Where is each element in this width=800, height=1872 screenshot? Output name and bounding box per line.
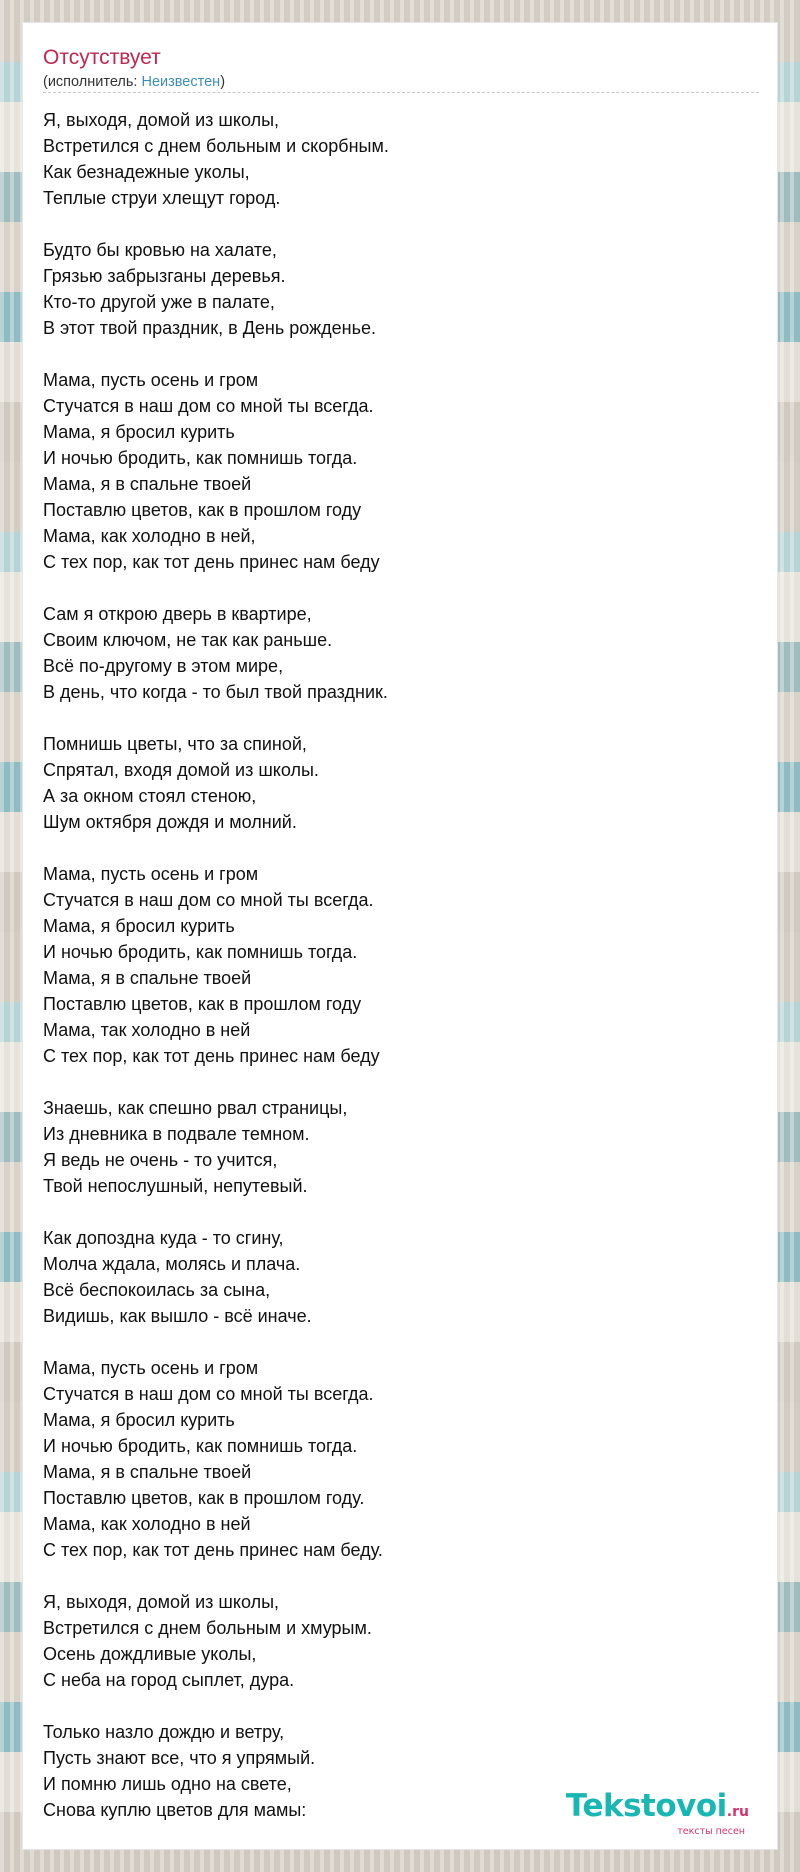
- lyric-line: В этот твой праздник, в День рожденье.: [43, 318, 376, 338]
- lyrics-stanza: [43, 1095, 759, 1199]
- lyric-line: Встретился с днем больным и скорбным.: [43, 136, 389, 156]
- lyric-line: Мама, так холодно в ней: [43, 1020, 251, 1040]
- lyric-line: Спрятал, входя домой из школы.: [43, 760, 319, 780]
- lyric-line: Шум октября дождя и молний.: [43, 812, 297, 832]
- lyrics-stanza: [43, 601, 759, 705]
- lyric-line: С тех пор, как тот день принес нам беду: [43, 552, 380, 572]
- lyrics-stanza: [43, 367, 759, 575]
- logo-tagline: тексты песен: [677, 1826, 745, 1837]
- lyric-line: Мама, я бросил курить: [43, 916, 235, 936]
- lyrics-stanza: [43, 1589, 759, 1693]
- header-divider: [43, 92, 759, 93]
- lyric-line: Будто бы кровью на халате,: [43, 240, 277, 260]
- lyric-line: Я ведь не очень - то учится,: [43, 1150, 278, 1170]
- lyric-line: Мама, пусть осень и гром: [43, 864, 259, 884]
- lyric-line: Из дневника в подвале темном.: [43, 1124, 310, 1144]
- artist-line: [43, 73, 759, 91]
- artist-link[interactable]: Неизвестен: [141, 74, 221, 90]
- lyric-line: Поставлю цветов, как в прошлом году: [43, 500, 362, 520]
- lyric-line: Сам я открою дверь в квартире,: [43, 604, 312, 624]
- lyric-line: Как допоздна куда - то сгину,: [43, 1228, 284, 1248]
- lyric-line: Пусть знают все, что я упрямый.: [43, 1748, 316, 1768]
- logo-name: Tekstovoi: [565, 1788, 727, 1824]
- lyric-line: Видишь, как вышло - всё иначе.: [43, 1306, 312, 1326]
- lyric-line: Мама, как холодно в ней,: [43, 526, 256, 546]
- lyric-line: Грязью забрызганы деревья.: [43, 266, 286, 286]
- logo-tld: .ru: [726, 1804, 749, 1820]
- lyric-line: В день, что когда - то был твой праздник.: [43, 682, 388, 702]
- lyric-line: Поставлю цветов, как в прошлом году: [43, 994, 362, 1014]
- site-logo[interactable]: [566, 1789, 749, 1837]
- lyric-line: С тех пор, как тот день принес нам беду.: [43, 1540, 383, 1560]
- logo-wordmark: [566, 1789, 749, 1829]
- lyric-line: И ночью бродить, как помнишь тогда.: [43, 1436, 358, 1456]
- lyric-line: Мама, я в спальне твоей: [43, 1462, 252, 1482]
- lyric-line: Кто-то другой уже в палате,: [43, 292, 275, 312]
- lyric-line: Мама, я в спальне твоей: [43, 474, 252, 494]
- lyric-line: Как безнадежные уколы,: [43, 162, 250, 182]
- lyric-line: Всё беспокоилась за сына,: [43, 1280, 271, 1300]
- lyric-line: Стучатся в наш дом со мной ты всегда.: [43, 396, 374, 416]
- lyric-line: Только назло дождю и ветру,: [43, 1722, 285, 1742]
- lyric-line: Я, выходя, домой из школы,: [43, 110, 280, 130]
- lyric-line: Осень дождливые уколы,: [43, 1644, 257, 1664]
- lyric-line: Встретился с днем больным и хмурым.: [43, 1618, 372, 1638]
- lyric-line: Мама, пусть осень и гром: [43, 1358, 259, 1378]
- lyric-line: Стучатся в наш дом со мной ты всегда.: [43, 1384, 374, 1404]
- lyrics-card: [22, 22, 778, 1850]
- lyric-line: Твой непослушный, непутевый.: [43, 1176, 308, 1196]
- lyrics-stanza: [43, 731, 759, 835]
- lyric-line: Знаешь, как спешно рвал страницы,: [43, 1098, 348, 1118]
- lyric-line: Снова куплю цветов для мамы:: [43, 1800, 307, 1820]
- lyrics-stanza: [43, 237, 759, 341]
- lyric-line: А за окном стоял стеною,: [43, 786, 257, 806]
- lyric-line: Молча ждала, молясь и плача.: [43, 1254, 301, 1274]
- lyric-line: И помню лишь одно на свете,: [43, 1774, 292, 1794]
- lyrics-stanza: [43, 1225, 759, 1329]
- song-header: [43, 45, 759, 91]
- lyric-line: Мама, я в спальне твоей: [43, 968, 252, 988]
- lyric-line: С тех пор, как тот день принес нам беду: [43, 1046, 380, 1066]
- lyrics-body: [43, 107, 759, 1849]
- lyric-line: Мама, я бросил курить: [43, 422, 235, 442]
- lyric-line: Я, выходя, домой из школы,: [43, 1592, 280, 1612]
- lyric-line: Теплые струи хлещут город.: [43, 188, 281, 208]
- lyric-line: Поставлю цветов, как в прошлом году.: [43, 1488, 365, 1508]
- song-title: Отсутствует: [43, 46, 161, 69]
- lyric-line: Мама, пусть осень и гром: [43, 370, 259, 390]
- artist-prefix: (исполнитель:: [43, 74, 142, 90]
- artist-suffix: ): [220, 74, 226, 90]
- lyric-line: Мама, как холодно в ней: [43, 1514, 251, 1534]
- lyric-line: И ночью бродить, как помнишь тогда.: [43, 942, 358, 962]
- lyrics-stanza: [43, 861, 759, 1069]
- lyric-line: Стучатся в наш дом со мной ты всегда.: [43, 890, 374, 910]
- lyric-line: Мама, я бросил курить: [43, 1410, 235, 1430]
- lyric-line: И ночью бродить, как помнишь тогда.: [43, 448, 358, 468]
- lyric-line: С неба на город сыплет, дура.: [43, 1670, 295, 1690]
- lyric-line: Помнишь цветы, что за спиной,: [43, 734, 307, 754]
- lyric-line: Всё по-другому в этом мире,: [43, 656, 284, 676]
- lyrics-stanza: [43, 1355, 759, 1563]
- lyric-line: Своим ключом, не так как раньше.: [43, 630, 333, 650]
- lyrics-stanza: [43, 107, 759, 211]
